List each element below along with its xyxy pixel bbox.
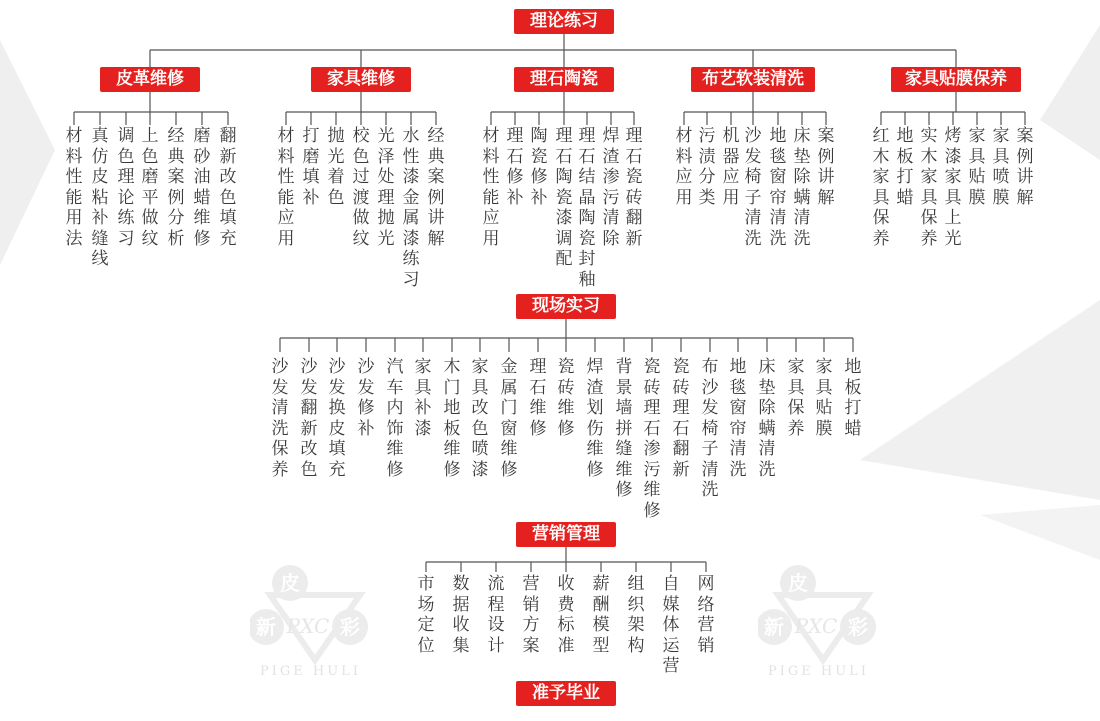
leaf-item: 打磨填补 — [302, 126, 320, 208]
practice-item: 家具贴膜 — [815, 357, 833, 439]
leaf-item: 磨砂油蜡维修 — [193, 126, 211, 249]
leaf-item: 抛光着色 — [327, 126, 345, 208]
practice-item: 背景墙拼缝维修 — [615, 357, 633, 500]
marketing-item: 自媒体运营 — [662, 574, 680, 676]
marketing-item: 网络营销 — [697, 574, 715, 656]
leaf-item: 地毯窗帘清洗 — [769, 126, 787, 249]
marketing-item: 流程设计 — [487, 574, 505, 656]
practice-item: 床垫除螨清洗 — [758, 357, 776, 480]
leaf-item: 理石修补 — [506, 126, 524, 208]
leaf-item: 机器应用 — [722, 126, 740, 208]
leaf-item: 上色磨平做纹 — [141, 126, 159, 249]
svg-text:皮: 皮 — [788, 571, 808, 595]
svg-text:彩: 彩 — [340, 615, 360, 639]
leaf-item: 材料性能应用 — [277, 126, 295, 249]
leaf-item: 光泽处理抛光 — [377, 126, 395, 249]
practice-item: 沙发翻新改色 — [300, 357, 318, 480]
practice-item: 瓷砖理石翻新 — [672, 357, 690, 480]
leaf-item: 经典案例分析 — [167, 126, 185, 249]
theory-badge: 理论练习 — [514, 9, 614, 34]
group-badge-marble-ceramic: 理石陶瓷 — [514, 67, 614, 92]
leaf-item: 家具贴膜 — [968, 126, 986, 208]
group-badge-furniture-repair: 家具维修 — [311, 67, 411, 92]
leaf-item: 案例讲解 — [1016, 126, 1034, 208]
leaf-item: 污渍分类 — [698, 126, 716, 208]
leaf-item: 理石结晶陶瓷封釉 — [578, 126, 596, 290]
leaf-item: 材料性能用法 — [65, 126, 83, 249]
practice-item: 沙发修补 — [357, 357, 375, 439]
leaf-item: 材料性能应用 — [482, 126, 500, 249]
practice-badge: 现场实习 — [516, 294, 616, 319]
practice-item: 汽车内饰维修 — [386, 357, 404, 480]
practice-item: 焊渣划伤维修 — [586, 357, 604, 480]
practice-item: 瓷砖理石渗污维修 — [643, 357, 661, 521]
watermark-caption-right: PIGE HULI — [768, 664, 869, 679]
group-badge-film-care: 家具贴膜保养 — [891, 67, 1021, 92]
group-badge-fabric-cleaning: 布艺软装清洗 — [691, 67, 815, 92]
leaf-item: 沙发椅子清洗 — [744, 126, 762, 249]
practice-item: 瓷砖维修 — [557, 357, 575, 439]
group-badge-leather-repair: 皮革维修 — [100, 67, 200, 92]
leaf-item: 实木家具保养 — [920, 126, 938, 249]
leaf-item: 翻新改色填充 — [219, 126, 237, 249]
leaf-item: 地板打蜡 — [896, 126, 914, 208]
practice-item: 金属门窗维修 — [500, 357, 518, 480]
practice-item: 木门地板维修 — [443, 357, 461, 480]
leaf-item: 床垫除螨清洗 — [793, 126, 811, 249]
practice-item: 家具改色喷漆 — [471, 357, 489, 480]
leaf-item: 调色理论练习 — [117, 126, 135, 249]
leaf-item: 焊渣渗污清除 — [602, 126, 620, 249]
practice-item: 沙发换皮填充 — [328, 357, 346, 480]
leaf-item: 经典案例讲解 — [427, 126, 445, 249]
marketing-badge: 营销管理 — [516, 522, 616, 547]
leaf-item: 家具喷膜 — [992, 126, 1010, 208]
practice-item: 布沙发椅子清洗 — [701, 357, 719, 500]
svg-text:PXC: PXC — [794, 614, 838, 638]
leaf-item: 理石瓷砖翻新 — [625, 126, 643, 249]
svg-text:皮: 皮 — [280, 571, 300, 595]
leaf-item: 理石陶瓷漆调配 — [555, 126, 573, 269]
leaf-item: 真仿皮粘补缝线 — [91, 126, 109, 269]
leaf-item: 案例讲解 — [817, 126, 835, 208]
marketing-item: 市场定位 — [417, 574, 435, 656]
leaf-item: 水性漆金属漆练习 — [402, 126, 420, 290]
leaf-item: 校色过渡做纹 — [352, 126, 370, 249]
svg-text:新: 新 — [764, 615, 784, 639]
practice-item: 家具保养 — [787, 357, 805, 439]
svg-text:PXC: PXC — [286, 614, 330, 638]
practice-item: 沙发清洗保养 — [271, 357, 289, 480]
leaf-item: 烤漆家具上光 — [944, 126, 962, 249]
marketing-item: 薪酬模型 — [592, 574, 610, 656]
marketing-item: 组织架构 — [627, 574, 645, 656]
graduation-badge: 准予毕业 — [516, 681, 616, 706]
svg-text:彩: 彩 — [848, 615, 868, 639]
marketing-item: 收费标准 — [557, 574, 575, 656]
leaf-item: 陶瓷修补 — [530, 126, 548, 208]
leaf-item: 红木家具保养 — [872, 126, 890, 249]
marketing-item: 数据收集 — [452, 574, 470, 656]
leaf-item: 材料应用 — [675, 126, 693, 208]
svg-text:新: 新 — [256, 615, 276, 639]
watermark-caption-left: PIGE HULI — [260, 664, 361, 679]
practice-item: 理石维修 — [529, 357, 547, 439]
practice-item: 家具补漆 — [414, 357, 432, 439]
practice-item: 地毯窗帘清洗 — [729, 357, 747, 480]
practice-item: 地板打蜡 — [844, 357, 862, 439]
marketing-item: 营销方案 — [522, 574, 540, 656]
